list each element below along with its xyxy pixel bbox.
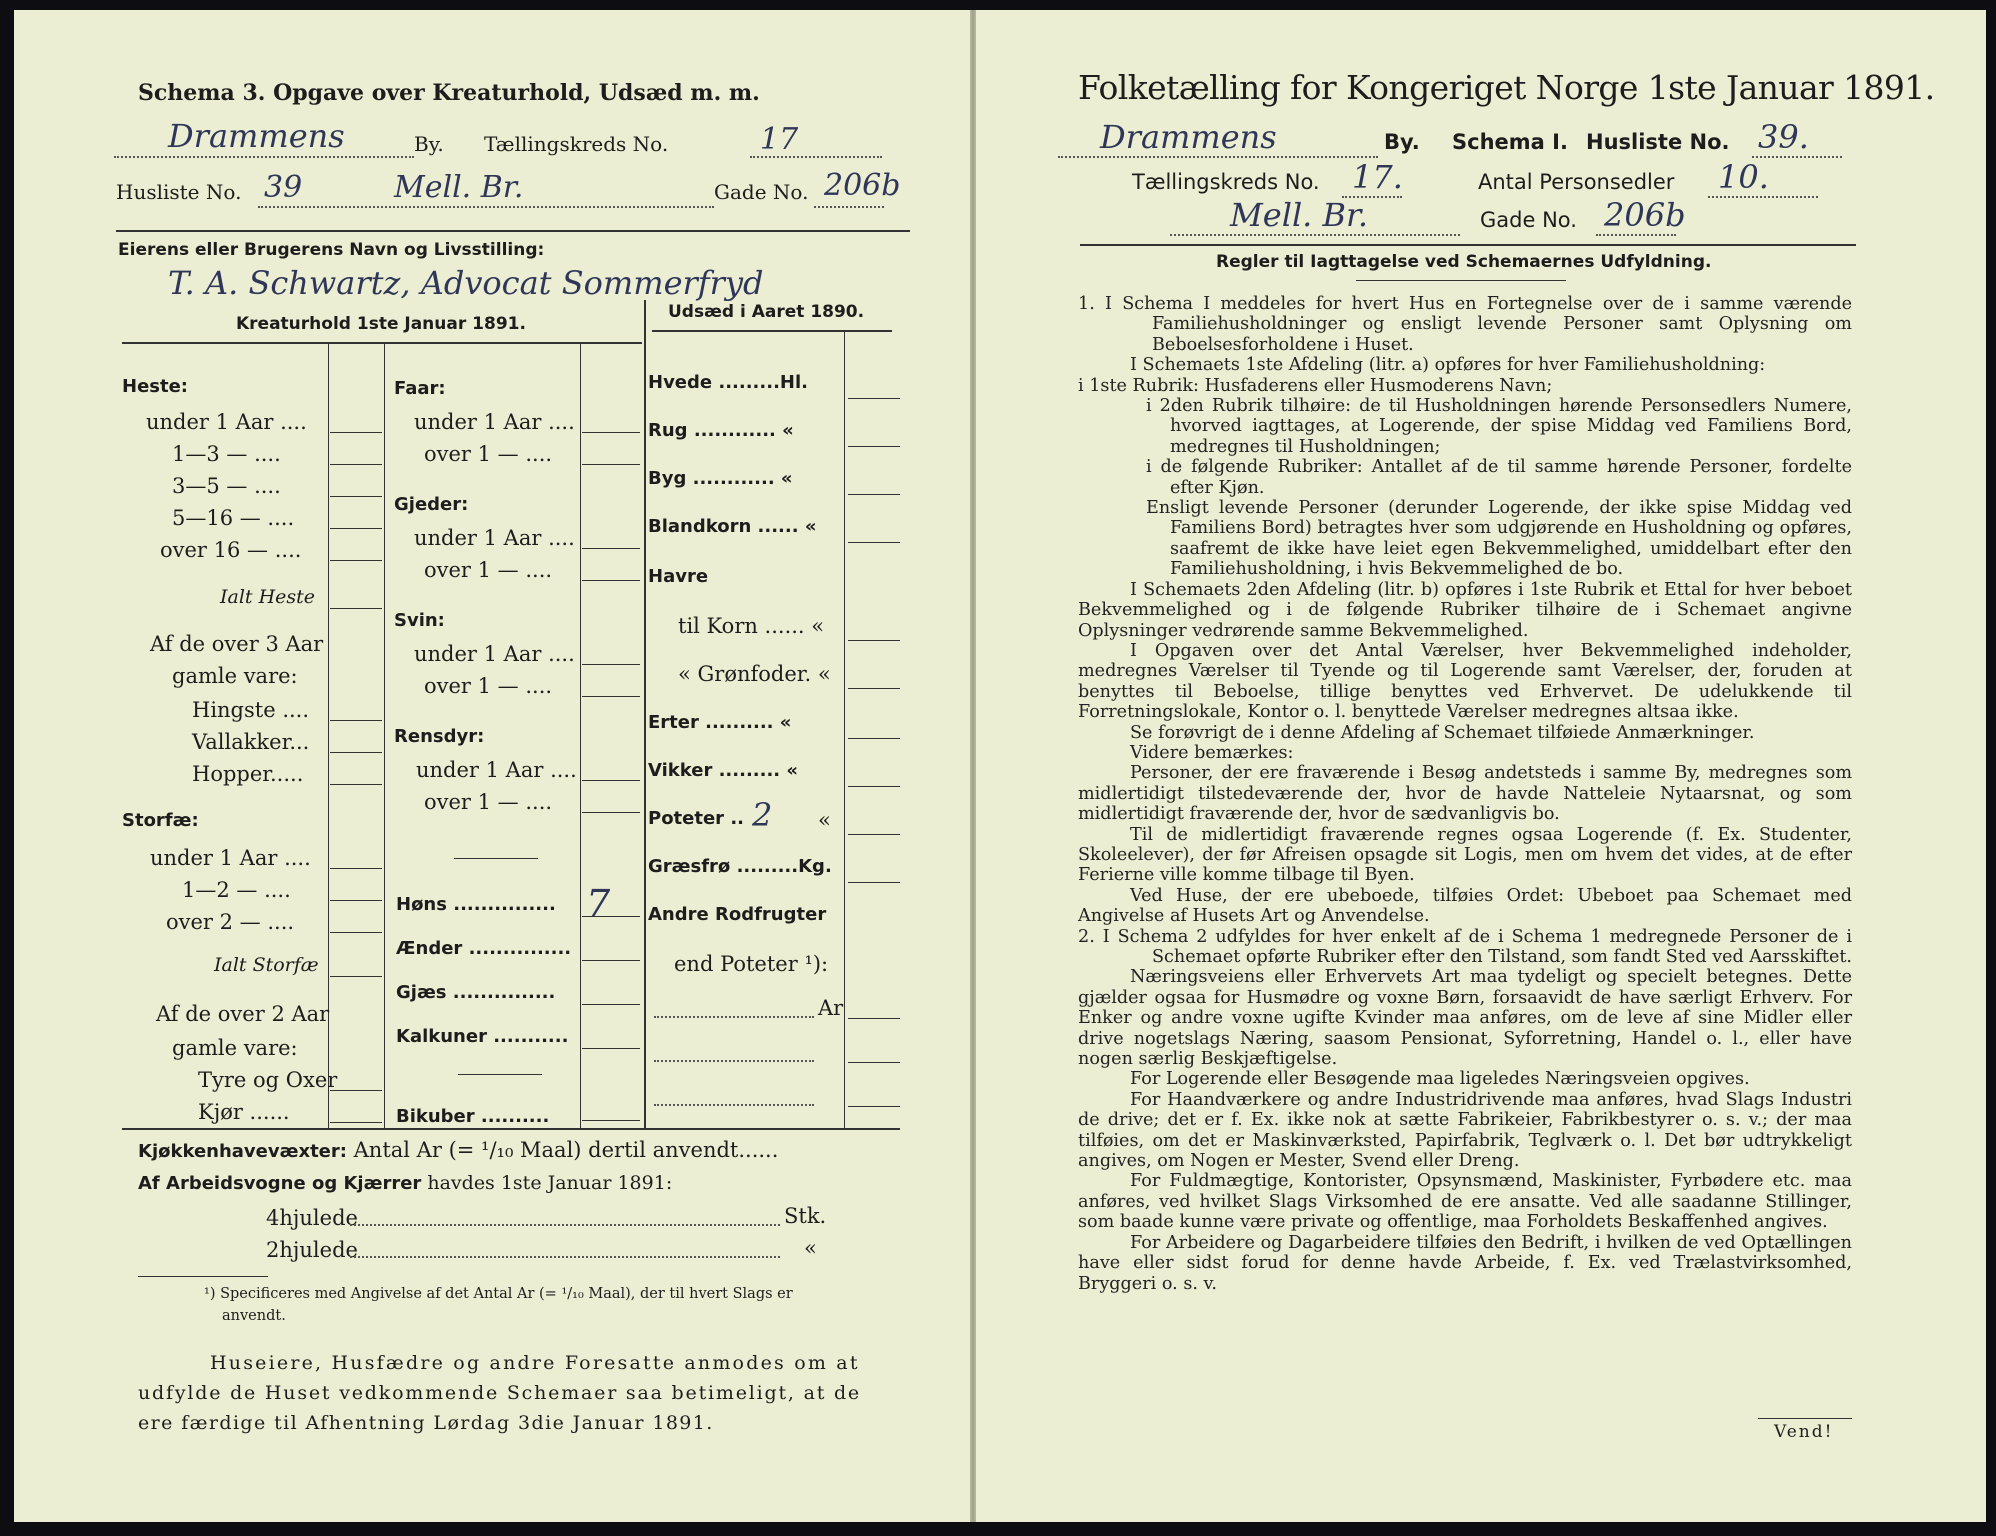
rule-text: For Arbeidere og Dagarbeidere tilføies den Bedrift, i hvilken de ved Optællingen have eller sidst forud for denne havde Arbeide, f. Ex. ved Trælastvirksomhed, Bryggeri o. s. v. — [1078, 1232, 1852, 1294]
by-label: By. — [414, 132, 444, 156]
end-poteter: end Poteter ¹): — [674, 952, 829, 976]
city-line — [114, 156, 414, 158]
separator — [458, 1074, 542, 1075]
graesfro: Græsfrø .........Kg. — [648, 856, 832, 877]
gade-label: Gade No. — [714, 180, 809, 204]
header-rule — [1080, 244, 1856, 246]
value-line — [582, 780, 640, 781]
heste-label: Heste: — [122, 376, 188, 397]
svin-row: over 1 — .... — [424, 674, 553, 698]
kjokken-label: Kjøkkenhavevæxter: — [138, 1141, 347, 1162]
til-korn: til Korn ...... « — [678, 614, 825, 638]
bikuber-label: Bikuber .......... — [396, 1106, 550, 1127]
closing-line-1: Huseiere, Husfædre og andre Foresatte anmodes om at — [210, 1352, 860, 1374]
kreds-line — [750, 156, 882, 158]
rule-text: I Schemaets 1ste Afdeling (litr. a) opføres for hver Familiehusholdning: — [1130, 355, 1766, 376]
arbeidsvogne — [138, 1172, 672, 1194]
value-line — [330, 496, 382, 497]
rules-title-rule — [1356, 280, 1566, 281]
city-line — [1058, 156, 1378, 158]
kreds-label: Tællingskreds No. — [1132, 170, 1320, 194]
main-divider — [644, 300, 646, 1128]
schema-3-title: Schema 3. Opgave over Kreaturhold, Udsæd m. m. — [138, 80, 760, 106]
faar-row: under 1 Aar .... — [414, 410, 575, 434]
arbeidsvogne-text: havdes 1ste Januar 1891: — [421, 1172, 673, 1194]
husliste-label: Husliste No. — [116, 180, 242, 204]
ar-line — [654, 1060, 814, 1062]
rule-text: i de følgende Rubriker: Antallet af de til samme hørende Personer, fordelte efter Kjøn. — [1146, 457, 1852, 498]
antal-line — [1708, 196, 1818, 198]
value-line — [848, 1018, 900, 1019]
kalkuner-label: Kalkuner ........... — [396, 1026, 569, 1047]
value-line — [848, 1062, 900, 1063]
value-line — [330, 976, 382, 977]
kjokkenhavevaexter — [138, 1138, 778, 1162]
af-over-3-aar: Af de over 3 Aar — [150, 632, 324, 656]
ar-line — [654, 1016, 814, 1018]
antal-handwritten: 10. — [1718, 158, 1769, 196]
vallakker: Vallakker... — [192, 730, 310, 754]
hopper: Hopper..... — [192, 762, 304, 786]
value-line — [330, 868, 382, 869]
city-handwritten: Drammens — [168, 117, 345, 155]
gade-handwritten: 206b — [1604, 196, 1686, 234]
hjul4-unit: Stk. — [784, 1204, 827, 1228]
table-bottom-line — [122, 1128, 900, 1130]
husliste-handwritten: 39 — [264, 170, 303, 205]
antal-label: Antal Personsedler — [1478, 170, 1675, 194]
value-line — [330, 608, 382, 609]
rule-text: For Haandværkere og andre Industridrivende maa anføres, hvad Slags Industri de drive; det er f. Ex. ikke nok at sætte Fabrikeier, Fabrikbestyrer o. s. v.; der maa tilføies, om det er Maskinværksted, Papirfabrik, Teglværk o. l. Det bør udtrykkeligt angives, om Nogen er Mester, Svend eller Dreng. — [1078, 1089, 1852, 1172]
heste-row: under 1 Aar .... — [146, 410, 307, 434]
left-page-schema-3 — [14, 10, 970, 1522]
table-top-line — [122, 342, 642, 344]
havre: Havre — [648, 566, 709, 587]
ialt-heste: Ialt Heste — [220, 586, 316, 608]
rule-text: For Fuldmægtige, Kontorister, Opsynsmænd, Maskinister, Fyrbødere etc. maa anføres, ved hvilket Slags Virksomhed de ere ansatte. Ved alle saadanne Stillinger, som baade kunne være private og offentlige, maa Forholdets Beskaffenhed angives. — [1078, 1171, 1852, 1233]
faar-label: Faar: — [394, 378, 446, 399]
value-line — [582, 916, 640, 917]
gjeder-row: under 1 Aar .... — [414, 526, 575, 550]
blandkorn: Blandkorn ...... « — [648, 516, 817, 537]
hjul4-line — [350, 1224, 780, 1226]
table-top-line-right — [652, 330, 892, 332]
value-line — [582, 696, 640, 697]
census-title: Folketælling for Kongeriget Norge 1ste Januar 1891. — [1078, 68, 1935, 107]
rule-text: i 1ste Rubrik: Husfaderens eller Husmoderens Navn; — [1078, 375, 1553, 396]
value-line — [330, 784, 382, 785]
value-line — [848, 1106, 900, 1107]
poteter-handwritten: 2 — [752, 796, 773, 834]
value-line — [582, 664, 640, 665]
gamle-vare: gamle vare: — [172, 664, 298, 688]
rule-text: Se forøvrigt de i denne Afdeling af Schemaet tilføiede Anmærkninger. — [1130, 722, 1755, 743]
footnote-rule — [138, 1276, 268, 1277]
storfae-row: over 2 — .... — [166, 910, 295, 934]
gronfoder: « Grønfoder. « — [678, 662, 831, 686]
hons-label: Høns ............... — [396, 894, 556, 915]
hjul4-label: 4hjulede — [266, 1206, 358, 1230]
col-divider-3 — [844, 332, 845, 1128]
aender-label: Ænder ............... — [396, 938, 572, 959]
value-line — [330, 720, 382, 721]
gjeder-label: Gjeder: — [394, 494, 469, 515]
vend-label: Vend! — [1774, 1422, 1834, 1442]
kreds-handwritten: 17 — [760, 122, 799, 157]
col-divider-1 — [384, 344, 385, 1128]
value-line — [582, 1048, 640, 1049]
kreaturhold-header: Kreaturhold 1ste Januar 1891. — [236, 314, 526, 334]
erter: Erter .......... « — [648, 712, 792, 733]
separator — [454, 858, 538, 859]
rule-1: 1. I Schema I meddeles for hvert Hus en Fortegnelse over de i samme værende Familiehusholdninger og ensligt levende Personer samt Oplysning om Beboelsesforholdene i Huset. — [1078, 294, 1852, 355]
value-line — [582, 580, 640, 581]
col-divider-2 — [580, 344, 581, 1128]
byg: Byg ............ « — [648, 468, 793, 489]
value-line — [330, 560, 382, 561]
rensdyr-label: Rensdyr: — [394, 726, 485, 747]
gade-handwritten: 206b — [824, 168, 901, 203]
gjaes-label: Gjæs ............... — [396, 982, 556, 1003]
heste-row: 1—3 — .... — [172, 442, 281, 466]
value-line — [330, 900, 382, 901]
gade-line — [1596, 234, 1676, 236]
vikker: Vikker ......... « — [648, 760, 799, 781]
rule-text: Ensligt levende Personer (derunder Logerende, der ikke spise Middag ved Familiens Bord) betragtes hver som udgjørende en Husholdning og opføres, saafremt de ikke have leiet egen Bekvemmelighed, umiddelbart efter den Familiehusholdning, i hvis Bekvemmelighed de bo. — [1146, 498, 1852, 580]
value-line — [330, 932, 382, 933]
value-line — [848, 738, 900, 739]
value-line — [582, 1004, 640, 1005]
footnote-line-2: anvendt. — [222, 1308, 286, 1324]
svin-row: under 1 Aar .... — [414, 642, 575, 666]
kreds-label: Tællingskreds No. — [484, 132, 669, 156]
udsaed-header: Udsæd i Aaret 1890. — [668, 302, 865, 322]
divider — [116, 230, 910, 232]
rule-text: i 2den Rubrik tilhøire: de til Husholdningen hørende Personsedlers Numere, hvorved iagttages, at Logerende, der spise Middag ved Familiens Bord, medregnes til Husholdningen; — [1146, 396, 1852, 457]
value-line — [848, 688, 900, 689]
value-line — [848, 640, 900, 641]
rug: Rug ............ « — [648, 420, 794, 441]
value-line — [582, 548, 640, 549]
hvede: Hvede .........Hl. — [648, 372, 808, 393]
value-line — [848, 494, 900, 495]
gamle-vare-2: gamle vare: — [172, 1036, 298, 1060]
value-line — [848, 786, 900, 787]
gjeder-row: over 1 — .... — [424, 558, 553, 582]
closing-line-2: udfylde de Huset vedkommende Schemaer saa betimeligt, at de — [138, 1382, 861, 1404]
footnote-line-1: ¹) Specificeres med Angivelse af det Antal Ar (= ¹/₁₀ Maal), der til hvert Slags er — [204, 1286, 793, 1302]
street-line — [258, 206, 714, 208]
andre-rodfrugter: Andre Rodfrugter — [648, 904, 827, 925]
street-handwritten: Mell. Br. — [1230, 196, 1368, 234]
hons-handwritten: 7 — [586, 882, 611, 926]
vend-rule — [1758, 1418, 1852, 1419]
value-line — [848, 398, 900, 399]
rule-text: I Opgaven over det Antal Værelser, hver Bekvemmelighed indeholder, medregnes Værelser til Tyende og til Logerende samt Værelser, der, foruden at benyttes til Beboelse, tillige benyttes ved Erhvervet. De udelukkende til Forretningslokale, Kontor o. l. benyttede Værelser medregnes altsaa ikke. — [1078, 640, 1852, 723]
af-over-2-aar: Af de over 2 Aar — [156, 1002, 330, 1026]
hingste: Hingste .... — [192, 698, 310, 722]
rule-text: I Schemaets 2den Afdeling (litr. b) opføres i 1ste Rubrik et Ettal for hver beboet Bekvemmelighed og i de følgende Rubriker tilhøire de i Schemaet angivne Oplysninger vedrørende samme Bekvemmelighed. — [1078, 579, 1852, 641]
faar-row: over 1 — .... — [424, 442, 553, 466]
heste-row: 3—5 — .... — [172, 474, 281, 498]
rule-text: Personer, der ere fraværende i Besøg andetsteds i samme By, medregnes som midlertidigt tilstedeværende der, hvor de havde Natteleie Nytaarsnat, og som midlertidigt fraværende der, hvor de sædvanligvis bo. — [1078, 763, 1852, 825]
value-line — [848, 834, 900, 835]
city-handwritten: Drammens — [1100, 118, 1277, 156]
kjokken-text: Antal Ar (= ¹/₁₀ Maal) dertil anvendt...... — [346, 1138, 779, 1162]
rule-text: Næringsveiens eller Erhvervets Art maa tydeligt og specielt betegnes. Dette gjælder ogsaa for Husmødre og voxne Børn, forsaavidt de have særligt Erhverv. For Enker og andre voxne ugifte Kvinder maa anføres, om de leve af sine Midler eller drive nogetslags Næring, saasom Pensionat, Syforretning, Handel o. l., eller have nogen særlig Beskjæftigelse. — [1078, 967, 1852, 1070]
poteter: Poteter .. — [648, 808, 745, 829]
value-line — [330, 1122, 382, 1123]
rensdyr-row: under 1 Aar .... — [416, 758, 577, 782]
rule-text: Ved Huse, der ere ubeboede, tilføies Ordet: Ubeboet paa Schemaet med Angivelse af Husets Art og Anvendelse. — [1078, 885, 1852, 927]
schema-label: Schema I. — [1452, 130, 1568, 154]
rule-text: Til de midlertidigt fraværende regnes ogsaa Logerende (f. Ex. Studenter, Skoleelever), der før Afreisen opsagde sit Logis, men om hvem det vides, at de efter Ferierne ville komme tilbage til Byen. — [1078, 824, 1852, 886]
ar-label: Ar — [818, 996, 844, 1020]
gade-line — [814, 206, 884, 208]
owner-handwritten: T. A. Schwartz, Advocat Sommerfryd — [168, 264, 764, 302]
gade-label: Gade No. — [1480, 208, 1577, 232]
hjul2-unit: « — [804, 1236, 817, 1260]
value-line — [848, 446, 900, 447]
owner-label: Eierens eller Brugerens Navn og Livsstilling: — [118, 240, 545, 260]
poteter-unit: « — [818, 808, 831, 832]
rensdyr-row: over 1 — .... — [424, 790, 553, 814]
kreds-handwritten: 17. — [1352, 158, 1403, 196]
rule-2: 2. I Schema 2 udfyldes for hver enkelt af de i Schema 1 medregnede Personer de i Schemaet opførte Rubriker efter den Tilstand, som fandt Sted ved Aarsskiftet. — [1078, 926, 1853, 967]
street-line — [1170, 234, 1460, 236]
arbeidsvogne-label: Af Arbeidsvogne og Kjærrer — [138, 1173, 422, 1194]
right-page-schema-1 — [976, 10, 1986, 1522]
value-line — [330, 752, 382, 753]
heste-row: over 16 — .... — [160, 538, 302, 562]
by-label: By. — [1384, 130, 1420, 154]
heste-row: 5—16 — .... — [172, 506, 295, 530]
value-line — [582, 432, 640, 433]
value-line — [848, 882, 900, 883]
closing-line-3: ere færdige til Afhentning Lørdag 3die Januar 1891. — [138, 1412, 714, 1434]
street-handwritten: Mell. Br. — [394, 170, 524, 205]
value-line — [582, 960, 640, 961]
value-line — [848, 542, 900, 543]
svin-label: Svin: — [394, 610, 445, 631]
value-line — [330, 464, 382, 465]
rule-text: Videre bemærkes: — [1130, 742, 1294, 763]
rules-title: Regler til Iagttagelse ved Schemaernes Udfyldning. — [1216, 252, 1712, 272]
storfae-row: 1—2 — .... — [182, 878, 291, 902]
rule-text: For Logerende eller Besøgende maa ligeledes Næringsveien opgives. — [1130, 1069, 1750, 1090]
rules-body — [1078, 294, 1852, 1294]
storfae-row: under 1 Aar .... — [150, 846, 311, 870]
storfae-label: Storfæ: — [122, 810, 199, 831]
value-line — [582, 812, 640, 813]
value-line — [330, 432, 382, 433]
ialt-storfae: Ialt Storfæ — [214, 954, 319, 976]
kjor: Kjør ...... — [198, 1100, 290, 1124]
value-line — [582, 464, 640, 465]
husliste-handwritten: 39. — [1758, 118, 1809, 156]
value-line — [582, 1120, 640, 1121]
hjul2-label: 2hjulede — [266, 1238, 358, 1262]
tyre-og-oxer: Tyre og Oxer — [198, 1068, 338, 1092]
ar-line — [654, 1104, 814, 1106]
hjul2-line — [350, 1256, 780, 1258]
value-line — [330, 1090, 382, 1091]
husliste-label: Husliste No. — [1586, 130, 1730, 154]
value-line — [330, 528, 382, 529]
